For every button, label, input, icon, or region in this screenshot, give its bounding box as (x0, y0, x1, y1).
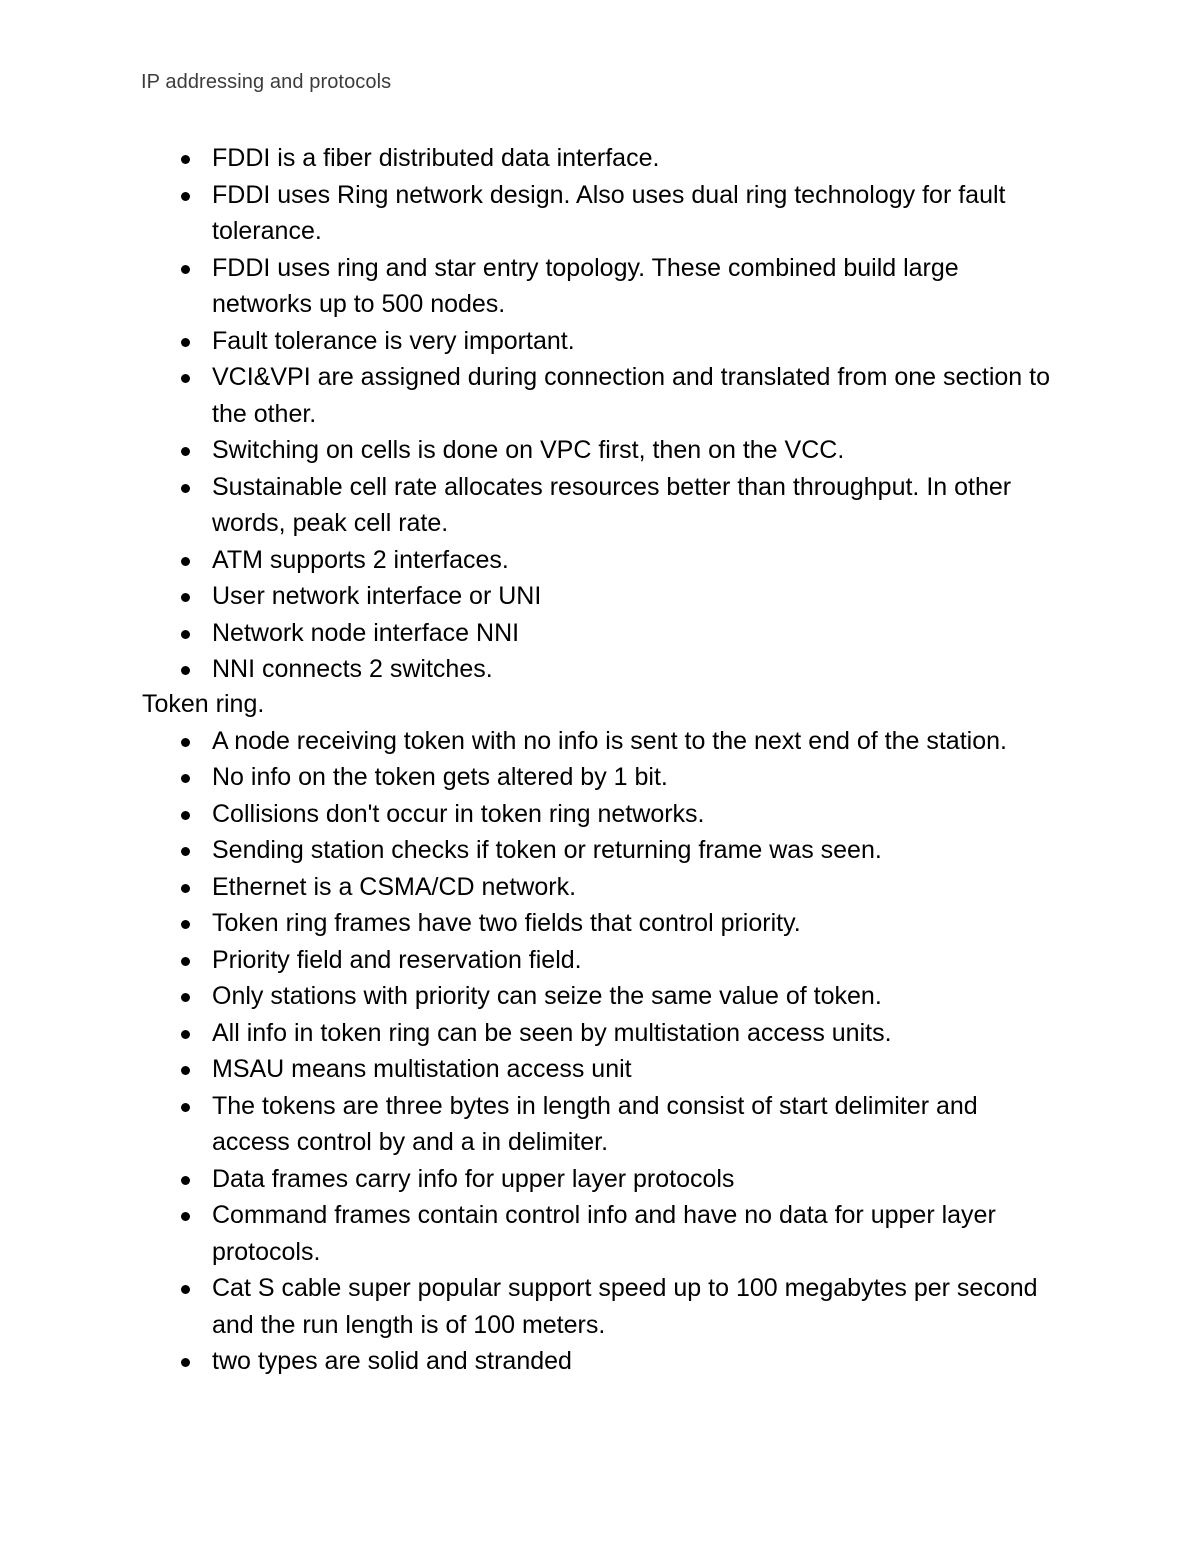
bullet-icon (181, 557, 190, 566)
list-item-text: Network node interface NNI (212, 618, 520, 647)
bullet-icon (181, 666, 190, 675)
list-item (212, 578, 1062, 615)
list-item (212, 796, 1062, 833)
list-item-text: The tokens are three bytes in length and consist of start delimiter and access control by and a in delimiter. (212, 1091, 978, 1156)
fddi-atm-notes-section (0, 140, 1200, 688)
list-item (212, 432, 1062, 469)
list-item (212, 250, 1062, 323)
list-item-text: Fault tolerance is very important. (212, 326, 575, 355)
bullet-icon (181, 1030, 190, 1039)
list-item (212, 723, 1062, 760)
list-item-text: FDDI is a fiber distributed data interface. (212, 144, 660, 172)
bullet-icon (181, 847, 190, 856)
bullet-icon (181, 920, 190, 929)
list-item-text: MSAU means multistation access unit (212, 1055, 632, 1083)
bullet-icon (181, 447, 190, 456)
list-item-text: Data frames carry info for upper layer protocols (212, 1164, 735, 1193)
list-item (212, 1343, 1062, 1380)
list-item (212, 1197, 1062, 1270)
list-item (212, 359, 1062, 432)
list-item (212, 1161, 1062, 1198)
list-item (212, 1270, 1062, 1343)
list-item-text: VCI&VPI are assigned during connection and translated from one section to the other. (212, 363, 1051, 428)
bullet-icon (181, 1285, 190, 1294)
list-item-text: NNI connects 2 switches. (212, 655, 493, 683)
list-item-text: ATM supports 2 interfaces. (212, 545, 509, 574)
bullet-list (0, 723, 1200, 1380)
bullet-list (0, 140, 1200, 688)
list-item-text: Sending station checks if token or returning frame was seen. (212, 836, 882, 864)
bullet-icon (181, 1212, 190, 1221)
list-item (212, 942, 1062, 979)
list-item (212, 140, 1062, 177)
list-item (212, 759, 1062, 796)
list-item-text: Switching on cells is done on VPC first, then on the VCC. (212, 436, 845, 464)
list-item (212, 469, 1062, 542)
list-item (212, 177, 1062, 250)
bullet-icon (181, 374, 190, 383)
bullet-icon (181, 884, 190, 893)
bullet-icon (181, 957, 190, 966)
bullet-icon (181, 630, 190, 639)
bullet-icon (181, 774, 190, 783)
list-item (212, 615, 1062, 652)
list-item (212, 542, 1062, 579)
list-item (212, 1088, 1062, 1161)
list-item (212, 905, 1062, 942)
page-header: IP addressing and protocols (141, 71, 392, 93)
list-item-text: Collisions don't occur in token ring networks. (212, 799, 705, 828)
list-item (212, 323, 1062, 360)
list-item-text: two types are solid and stranded (212, 1347, 572, 1375)
list-item-text: Priority field and reservation field. (212, 945, 582, 974)
list-item-text: All info in token ring can be seen by multistation access units. (212, 1018, 892, 1047)
list-item (212, 832, 1062, 869)
bullet-icon (181, 265, 190, 274)
bullet-icon (181, 1066, 190, 1075)
list-item-text: Cat S cable super popular support speed up to 100 megabytes per second and the run length is of 100 meters. (212, 1274, 1038, 1339)
list-item-text: Token ring frames have two fields that control priority. (212, 909, 801, 937)
list-item-text: Command frames contain control info and have no data for upper layer protocols. (212, 1201, 996, 1266)
token-ring-section (0, 686, 1200, 1380)
list-item-text: FDDI uses ring and star entry topology. These combined build large networks up to 500 nodes. (212, 253, 959, 318)
list-item-text: FDDI uses Ring network design. Also uses dual ring technology for fault tolerance. (212, 180, 1006, 245)
bullet-icon (181, 1358, 190, 1367)
bullet-icon (181, 738, 190, 747)
list-item-text: Sustainable cell rate allocates resources better than throughput. In other words, peak cell rate. (212, 472, 1012, 537)
bullet-icon (181, 1103, 190, 1112)
list-item (212, 1051, 1062, 1088)
bullet-icon (181, 811, 190, 820)
section-heading: Token ring. (142, 690, 265, 718)
list-item-text: User network interface or UNI (212, 582, 542, 610)
list-item (212, 869, 1062, 906)
bullet-icon (181, 593, 190, 602)
list-item-text: No info on the token gets altered by 1 bit. (212, 763, 668, 791)
bullet-icon (181, 192, 190, 201)
list-item (212, 651, 1062, 688)
bullet-icon (181, 1176, 190, 1185)
bullet-icon (181, 993, 190, 1002)
bullet-icon (181, 484, 190, 493)
list-item (212, 978, 1062, 1015)
bullet-icon (181, 338, 190, 347)
list-item-text: Ethernet is a CSMA/CD network. (212, 872, 577, 901)
list-item-text: Only stations with priority can seize the same value of token. (212, 982, 882, 1010)
list-item-text: A node receiving token with no info is sent to the next end of the station. (212, 726, 1007, 755)
list-item (212, 1015, 1062, 1052)
bullet-icon (181, 155, 190, 164)
